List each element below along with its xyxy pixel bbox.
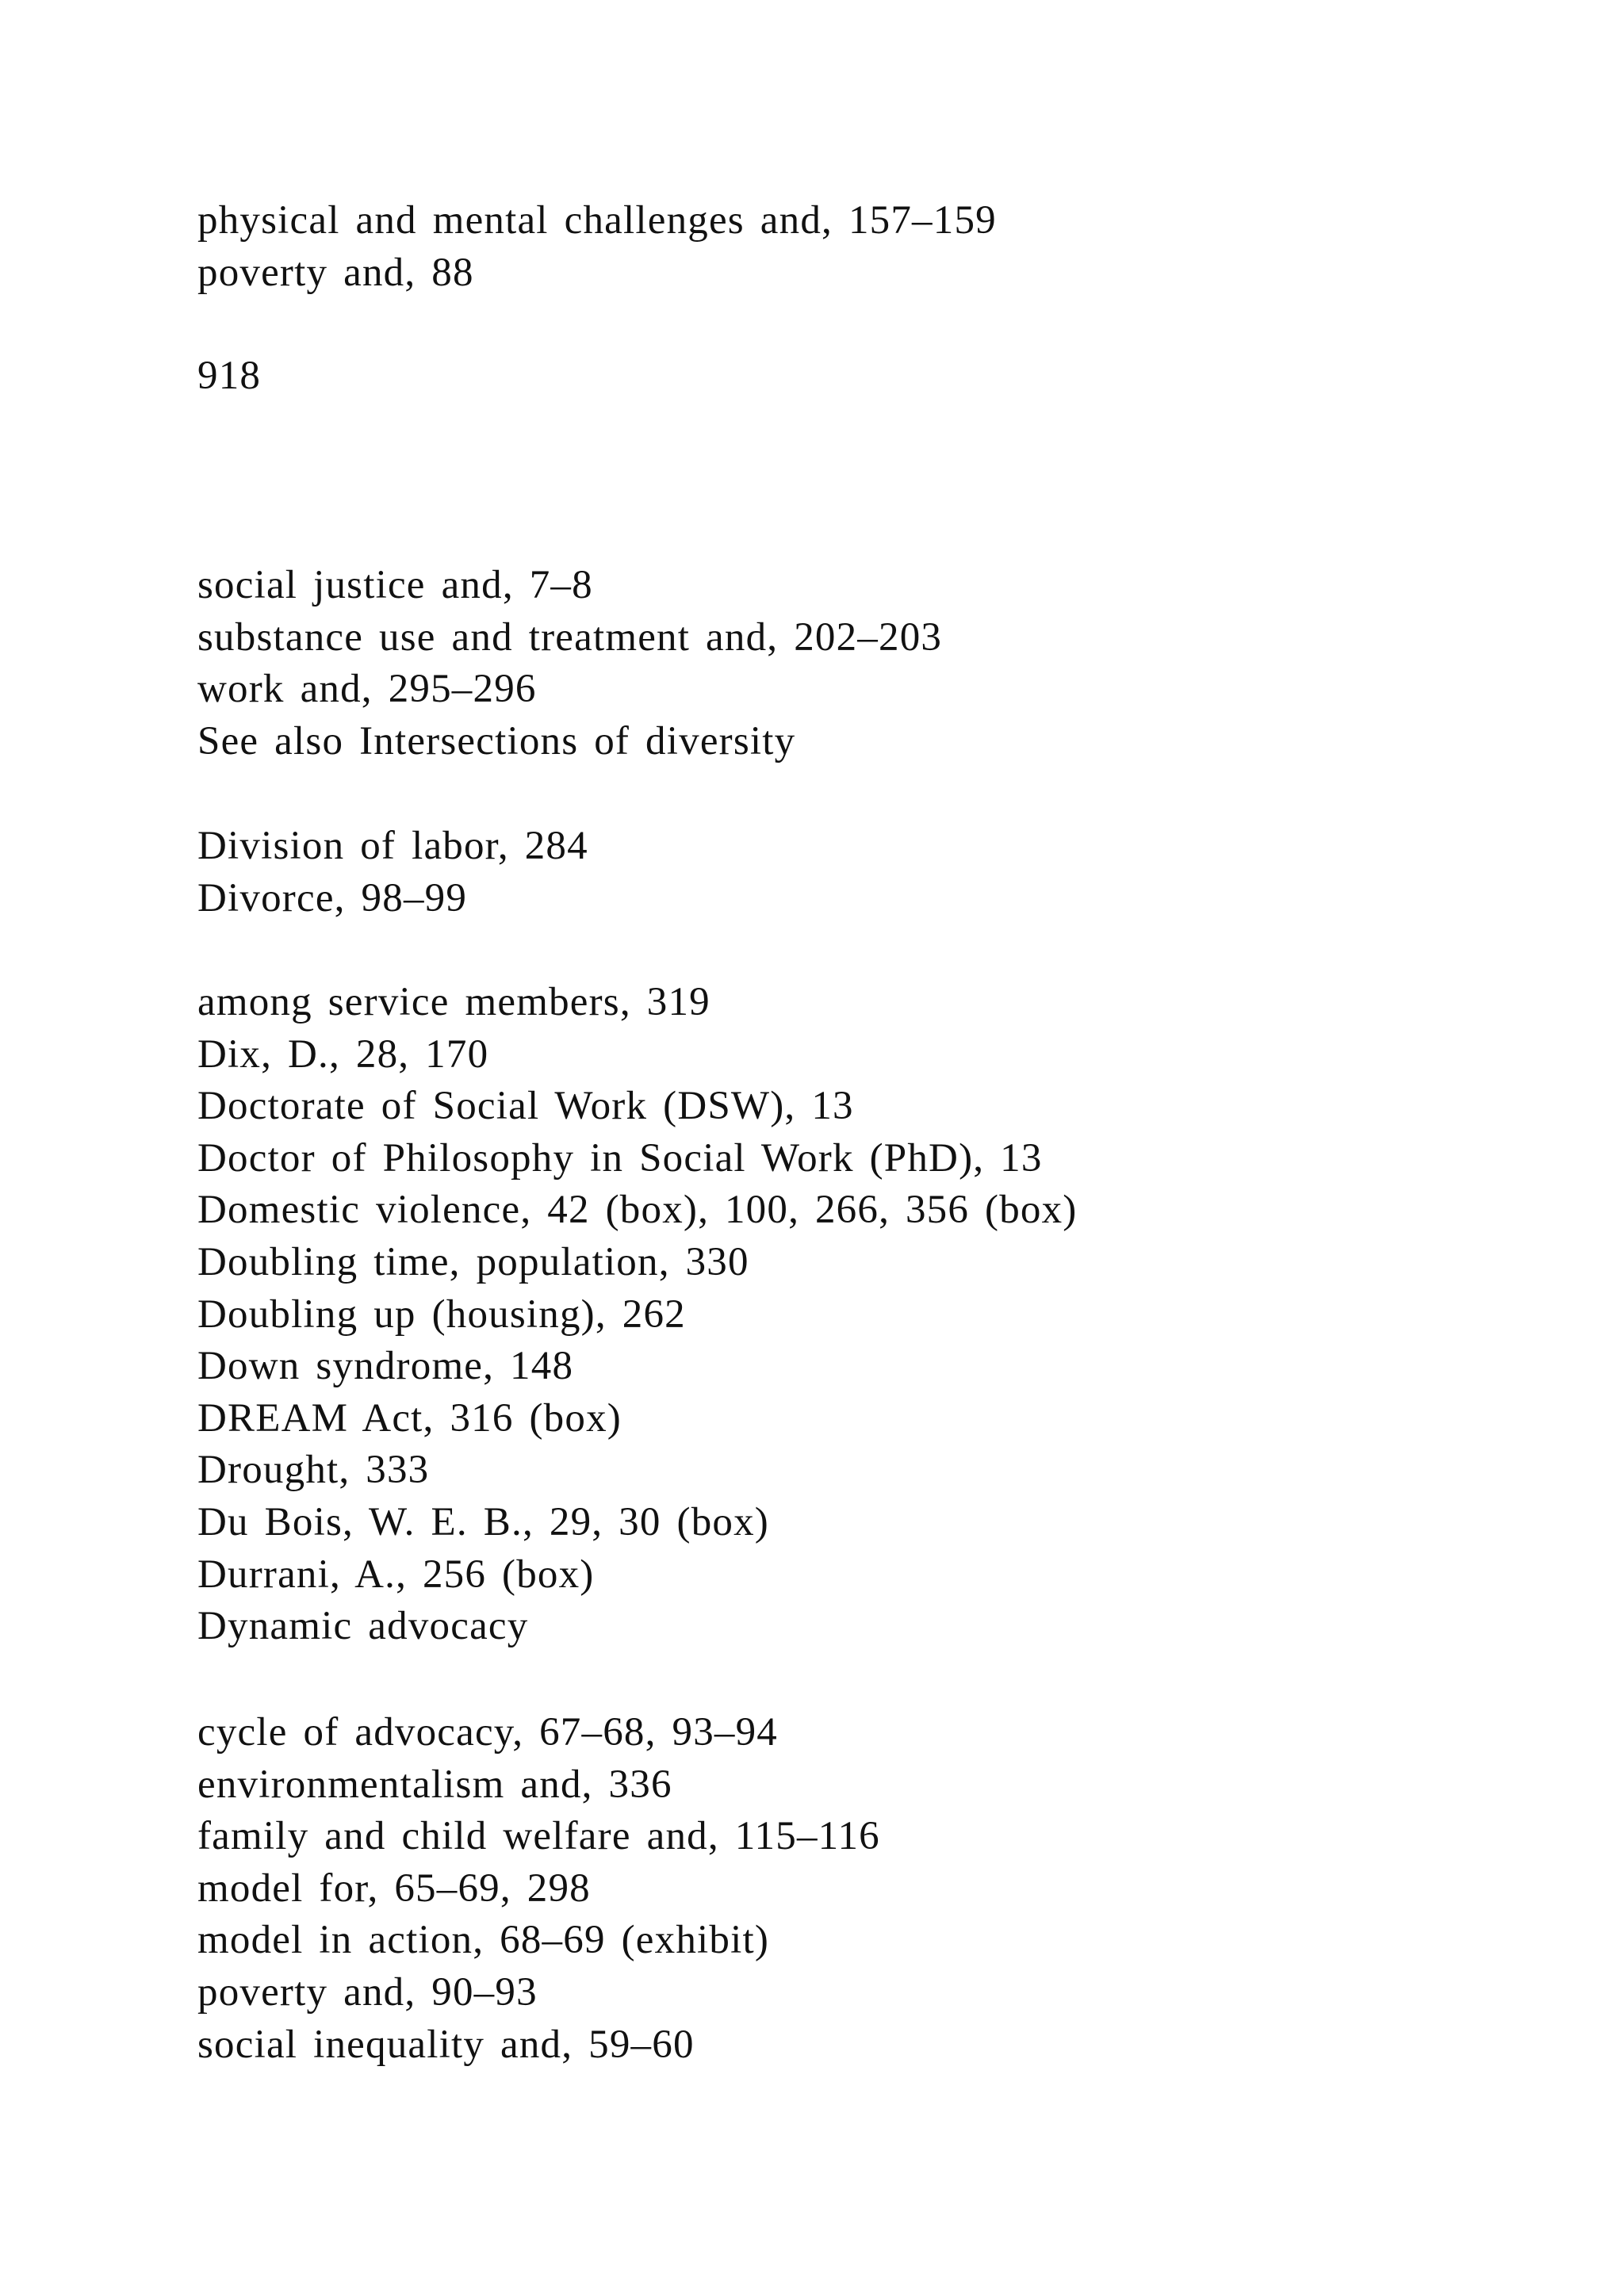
index-entry: Dix, D., 28, 170 bbox=[197, 1031, 489, 1077]
index-entry: Dynamic advocacy bbox=[197, 1604, 529, 1649]
index-entry: Durrani, A., 256 (box) bbox=[197, 1552, 595, 1597]
index-entry: physical and mental challenges and, 157–159 bbox=[197, 198, 997, 243]
index-block-4 bbox=[197, 977, 1078, 1653]
index-block-3 bbox=[197, 821, 588, 924]
index-entry: Drought, 333 bbox=[197, 1448, 430, 1493]
index-entry: Doctor of Philosophy in Social Work (PhD), 13 bbox=[197, 1135, 1043, 1181]
index-block-2 bbox=[197, 560, 942, 767]
index-entry: substance use and treatment and, 202–203 bbox=[197, 614, 943, 660]
index-entry: among service members, 319 bbox=[197, 980, 710, 1024]
index-entry: cycle of advocacy, 67–68, 93–94 bbox=[197, 1710, 778, 1755]
index-entry: DREAM Act, 316 (box) bbox=[197, 1395, 622, 1441]
index-entry: social inequality and, 59–60 bbox=[197, 2022, 695, 2067]
index-entry: Division of labor, 284 bbox=[197, 824, 588, 868]
index-entry: Down syndrome, 148 bbox=[197, 1344, 574, 1389]
index-entry: model for, 65–69, 298 bbox=[197, 1866, 591, 1911]
index-entry: poverty and, 88 bbox=[197, 250, 474, 295]
index-block-1 bbox=[197, 195, 997, 299]
index-entry: Domestic violence, 42 (box), 100, 266, 356 (box) bbox=[197, 1188, 1078, 1233]
index-entry: Du Bois, W. E. B., 29, 30 (box) bbox=[197, 1499, 769, 1544]
index-entry: Doubling up (housing), 262 bbox=[197, 1292, 686, 1337]
index-entry: social justice and, 7–8 bbox=[197, 563, 593, 607]
index-entry: work and, 295–296 bbox=[197, 667, 537, 712]
index-entry: Divorce, 98–99 bbox=[197, 875, 468, 920]
index-entry: Doctorate of Social Work (DSW), 13 bbox=[197, 1084, 854, 1129]
index-entry: environmentalism and, 336 bbox=[197, 1762, 672, 1807]
index-entry: family and child welfare and, 115–116 bbox=[197, 1814, 880, 1859]
index-entry: model in action, 68–69 (exhibit) bbox=[197, 1918, 770, 1963]
index-block-5 bbox=[197, 1707, 880, 2071]
index-entry: See also Intersections of diversity bbox=[197, 718, 796, 763]
index-entry: poverty and, 90–93 bbox=[197, 1969, 538, 2015]
page-number: 918 bbox=[197, 354, 262, 398]
index-entry: Doubling time, population, 330 bbox=[197, 1239, 749, 1284]
